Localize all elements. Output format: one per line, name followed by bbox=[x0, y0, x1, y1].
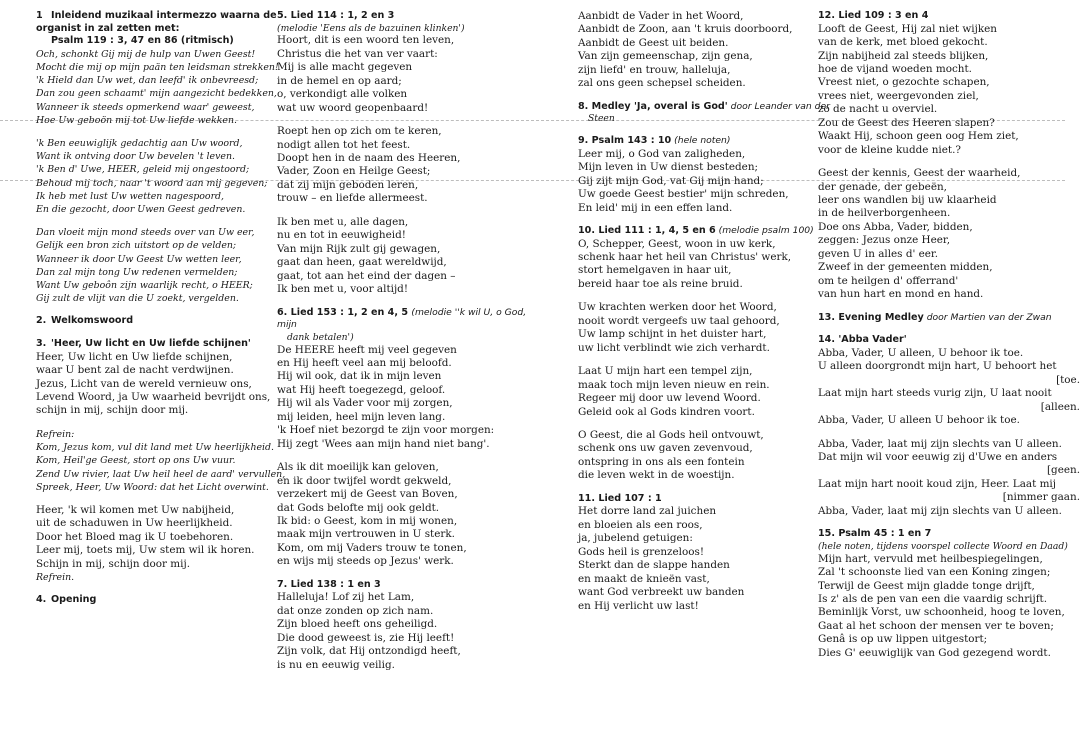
stanza-line: Dan zou geen schaamt' mijn aangezicht bedekken, bbox=[36, 88, 277, 100]
stanza bbox=[818, 347, 1080, 428]
stanza-line: geven U in alles d' eer. bbox=[818, 247, 939, 260]
stanza-line: gaat, tot aan het eind der dagen – bbox=[277, 269, 456, 282]
stanza bbox=[818, 167, 1080, 302]
stanza-line: Waakt Hij, schoon geen oog Hem ziet, bbox=[818, 130, 1019, 143]
stanza-line: Doe ons Abba, Vader, bidden, bbox=[818, 220, 973, 233]
stanza-line: Ik heb met lust Uw wetten nagespoord, bbox=[36, 190, 225, 202]
section-12 bbox=[818, 10, 1080, 302]
stanza-line: want God verbreekt uw banden bbox=[578, 586, 745, 599]
stanza-line: Behoud mij toch, naar 't woord aan mij gegeven; bbox=[36, 177, 268, 189]
section-number: 14. bbox=[818, 334, 835, 346]
stanza-line: Ik ben met u, voor altijd! bbox=[277, 283, 408, 296]
stanza-line: en ik door twijfel wordt gekweld, bbox=[277, 474, 452, 487]
stanza-line: Ik ben met u, alle dagen, bbox=[277, 215, 409, 228]
stanza-line: Leer mij, o God van zaligheden, bbox=[578, 147, 746, 160]
section-heading bbox=[277, 579, 539, 592]
stanza-line: Laat mijn hart nooit koud zijn, Heer. Laat mij bbox=[818, 477, 1056, 490]
stanza-line: van de kerk, met bloed gekocht. bbox=[818, 36, 988, 49]
stanza-line: Spreek, Heer, Uw Woord: dat het Licht overwint. bbox=[36, 481, 269, 493]
stanza-line: Uw goede Geest bestier' mijn schreden, bbox=[578, 188, 789, 201]
stanza-line: Geest der kennis, Geest der waarheid, bbox=[818, 167, 1021, 180]
stanza-line: Zal 't schoonste lied van een Koning zingen; bbox=[818, 566, 1051, 579]
stanza-line: Vader, Zoon en Heilge Geest; bbox=[277, 165, 431, 178]
section-heading bbox=[818, 334, 1080, 347]
stanza-line: Uw lamp schijnt in het duister hart, bbox=[578, 328, 767, 341]
section-number: 10. bbox=[578, 224, 595, 236]
section-number: 13. bbox=[818, 311, 835, 323]
stanza-line: 'k Hield dan Uw wet, dan leefd' ik onbevreesd; bbox=[36, 75, 259, 87]
stanza-line: Kom, Jezus kom, vul dit land met Uw heerlijkheid. bbox=[36, 442, 275, 454]
stanza-line: der genade, der gebeën, bbox=[818, 180, 947, 193]
stanza-line: Kom, om mij Vaders trouw te tonen, bbox=[277, 541, 467, 554]
section-subtitle: (melodie ''k wil U, o God, mijn bbox=[277, 306, 527, 331]
section-10 bbox=[578, 225, 840, 483]
stanza-line: Want ik ontving door Uw bevelen 't leven. bbox=[36, 151, 235, 163]
stanza-line: om te heilgen d' offerrand' bbox=[818, 274, 959, 287]
stanza-line: Beminlijk Vorst, uw schoonheid, hoog te loven, bbox=[818, 606, 1065, 619]
stanza bbox=[578, 10, 840, 91]
stanza bbox=[277, 591, 539, 672]
section-title: Lied 153 : 1, 2 en 4, 5 bbox=[290, 306, 409, 318]
column-3 bbox=[578, 10, 840, 623]
stanza-line: ontspring in ons als een fontein bbox=[578, 455, 745, 468]
section-heading bbox=[36, 594, 298, 607]
stanza-line: Heer, Uw licht en Uw liefde schijnen, bbox=[36, 350, 233, 363]
stanza bbox=[818, 438, 1080, 519]
section-11 bbox=[578, 493, 840, 613]
stanza-line: Aanbidt de Vader in het Woord, bbox=[578, 10, 744, 22]
stanza-line: Mijn leven in Uw dienst besteden; bbox=[578, 161, 759, 174]
stanza-line: Kom, Heil'ge Geest, stort op ons Uw vuur. bbox=[36, 455, 236, 467]
stanza-line: Dan zal mijn tong Uw redenen vermelden; bbox=[36, 266, 238, 278]
stanza-line: Jezus, Licht van de wereld vernieuw ons, bbox=[36, 377, 252, 390]
section-13 bbox=[818, 312, 1080, 325]
stanza bbox=[578, 365, 840, 419]
stanza-line: Och, schonkt Gij mij de hulp van Uwen Geest! bbox=[36, 48, 256, 60]
stanza-line: De HEERE heeft mij veel gegeven bbox=[277, 343, 457, 356]
stanza bbox=[36, 137, 298, 216]
stanza-line: maak toch mijn leven nieuw en rein. bbox=[578, 378, 770, 391]
section-credit: door Martien van der Zwan bbox=[923, 311, 1052, 323]
stanza-lines bbox=[818, 438, 1080, 465]
stanza-line: schenk ons uw gaven zevenvoud, bbox=[578, 442, 753, 455]
stanza-line: voor de kleine kudde niet.? bbox=[818, 143, 961, 156]
section-title: Lied 138 : 1 en 3 bbox=[290, 578, 381, 590]
stanza-line: o, verkondigt alle volken bbox=[277, 88, 408, 101]
section-heading bbox=[818, 10, 1080, 23]
stanza-line: wat Hij heeft toegezegd, geloof. bbox=[277, 383, 446, 396]
stanza-line: verzekert mij de Geest van Boven, bbox=[277, 488, 458, 501]
stanza-line: Als ik dit moeilijk kan geloven, bbox=[277, 461, 439, 474]
section-title: Medley 'Ja, overal is God' bbox=[591, 100, 728, 112]
line-continuation: [alleen. bbox=[1040, 400, 1080, 413]
stanza-line: Laat mijn hart steeds vurig zijn, U laat nooit bbox=[818, 387, 1052, 400]
stanza-line: wat uw woord geopenbaard! bbox=[277, 101, 429, 114]
stanza-line: zijn liefd' en trouw, halleluja, bbox=[578, 63, 731, 76]
column-2 bbox=[277, 10, 539, 682]
section-1 bbox=[36, 10, 298, 305]
section-credit-continued: Steen bbox=[588, 113, 615, 125]
section-number: 5. bbox=[277, 10, 288, 21]
section-number: 4. bbox=[36, 594, 47, 606]
section-title: Lied 111 : 1, 4, 5 en 6 bbox=[598, 224, 716, 236]
stanza-line: Gods heil is grenzeloos! bbox=[578, 545, 705, 558]
stanza-line: Vreest niet, o gezochte schapen, bbox=[818, 76, 990, 89]
stanza-line: En die gezocht, door Uwen Geest gedreven. bbox=[36, 204, 246, 216]
line-continuation: [nimmer gaan. bbox=[1002, 491, 1080, 504]
stanza-line: Mocht die mij op mijn paän ten leidsman strekken! bbox=[36, 61, 279, 73]
stanza-line: Schijn in mij, schijn door mij. bbox=[36, 557, 191, 570]
section-title: Lied 109 : 3 en 4 bbox=[838, 10, 929, 21]
line-continuation: [geen. bbox=[1047, 464, 1080, 477]
stanza-line: Gelijk een bron zich uitstort op de velden; bbox=[36, 240, 237, 252]
stanza-line: Ik bid: o Geest, kom in mij wonen, bbox=[277, 514, 458, 527]
section-heading bbox=[578, 493, 840, 506]
stanza bbox=[36, 48, 298, 127]
stanza-line: nu en tot in eeuwigheid! bbox=[277, 229, 406, 242]
stanza-line: zal ons geen schepsel scheiden. bbox=[578, 77, 746, 90]
section-title: 'Abba Vader' bbox=[838, 334, 907, 346]
stanza-line: Hij wil ook, dat ik in mijn leven bbox=[277, 370, 442, 383]
stanza-line: en maakt de knieën vast, bbox=[578, 572, 710, 585]
stanza-line: in de hemel en op aard; bbox=[277, 74, 402, 87]
stanza-line: uit de schaduwen in Uw heerlijkheid. bbox=[36, 517, 233, 530]
stanza-line: Zijn volk, dat Hij ontzondigd heeft, bbox=[277, 645, 461, 658]
stanza-line: Abba, Vader, laat mij zijn slechts van U alleen. bbox=[818, 504, 1062, 517]
section-number: 11. bbox=[578, 492, 595, 504]
section-subtitle: Psalm 119 : 3, 47 en 86 (ritmisch) bbox=[51, 35, 234, 47]
stanza-line: Zend Uw rivier, laat Uw heil heel de aard' vervullen, bbox=[36, 468, 286, 480]
section-heading bbox=[36, 315, 298, 328]
section-title: Evening Medley bbox=[838, 311, 924, 323]
stanza-line: Van zijn gemeenschap, zijn gena, bbox=[578, 50, 753, 63]
stanza bbox=[578, 238, 840, 292]
stanza-line: dat onze zonden op zich nam. bbox=[277, 604, 434, 617]
stanza-line: 'k Ben eeuwiglijk gedachtig aan Uw woord, bbox=[36, 138, 243, 149]
stanza-line: Terwijl de Geest mijn gladde tonge drijft, bbox=[818, 579, 1035, 592]
section-6 bbox=[277, 307, 539, 569]
stanza-line: Hoe Uw geboön mij tot Uw liefde wekken. bbox=[36, 114, 237, 126]
section-title: 'Heer, Uw licht en Uw liefde schijnen' bbox=[51, 338, 251, 350]
stanza-line: Doopt hen in de naam des Heeren, bbox=[277, 152, 461, 165]
stanza-line: en wijs mij steeds op Jezus' werk. bbox=[277, 555, 454, 568]
column-1 bbox=[36, 10, 298, 617]
stanza-line: Levend Woord, ja Uw waarheid bevrijdt ons, bbox=[36, 390, 271, 403]
refrain-label: Refrein: bbox=[36, 428, 75, 440]
section-number: 15. bbox=[818, 528, 835, 540]
stanza-line: 'k Hoef niet bezorgd te zijn voor morgen: bbox=[277, 424, 495, 437]
section-number: 1 bbox=[36, 10, 43, 21]
stanza-line: En leid' mij in een effen land. bbox=[578, 201, 733, 214]
stanza-line: en bloeien als een roos, bbox=[578, 518, 703, 531]
section-subtitle-continued: dank betalen') bbox=[287, 331, 354, 343]
section-number: 8. bbox=[578, 100, 589, 112]
stanza-line: O Geest, die al Gods heil ontvouwt, bbox=[578, 429, 764, 441]
stanza-line: Heer, 'k wil komen met Uw nabijheid, bbox=[36, 503, 235, 516]
section-14 bbox=[818, 334, 1080, 518]
section-number: 2. bbox=[36, 315, 47, 327]
stanza-line: Want Uw geboôn zijn waarlijk recht, o HEER; bbox=[36, 280, 253, 292]
stanza-line: O, Schepper, Geest, woon in uw kerk, bbox=[578, 237, 776, 250]
section-title: Psalm 143 : 10 bbox=[591, 135, 672, 147]
section-number: 12. bbox=[818, 10, 835, 21]
stanza-line: Zweef in der gemeenten midden, bbox=[818, 261, 993, 274]
stanza-line: Halleluja! Lof zij het Lam, bbox=[277, 591, 415, 604]
stanza bbox=[36, 351, 298, 418]
column-4 bbox=[818, 10, 1080, 670]
stanza-line: gaat dan heen, gaat wereldwijd, bbox=[277, 256, 447, 269]
section-title: Opening bbox=[51, 594, 97, 606]
refrain-reference: Refrein. bbox=[36, 572, 75, 584]
stanza bbox=[578, 301, 840, 355]
stanza-line: zo de nacht u overviel. bbox=[818, 103, 938, 116]
stanza-line: uw licht verblindt wie zich verhardt. bbox=[578, 341, 770, 354]
stanza-line: bereid haar toe als reine bruid. bbox=[578, 277, 743, 290]
section-2 bbox=[36, 315, 298, 328]
stanza bbox=[578, 429, 840, 483]
stanza-line: Aanbidt de Zoon, aan 't kruis doorboord, bbox=[578, 23, 793, 36]
section-note: (melodie psalm 100) bbox=[715, 224, 814, 236]
stanza-line: Hij wil als Vader voor mij zorgen, bbox=[277, 397, 453, 410]
stanza-line: Wanneer ik door Uw Geest Uw wetten leer, bbox=[36, 253, 242, 265]
stanza-lines bbox=[818, 347, 1080, 374]
stanza-line: Gaat al het schoon der mensen ver te boven; bbox=[818, 619, 1054, 632]
section-number: 3. bbox=[36, 338, 47, 350]
stanza-line: Looft de Geest, Hij zal niet wijken bbox=[818, 22, 997, 35]
stanza-line: trouw – en liefde allermeest. bbox=[277, 192, 428, 205]
section-7 bbox=[277, 579, 539, 672]
section-title: Psalm 45 : 1 en 7 bbox=[838, 528, 932, 540]
stanza-line: Regeer mij door uw levend Woord. bbox=[578, 392, 761, 405]
stanza-line: waar U bent zal de nacht verdwijnen. bbox=[36, 364, 234, 377]
section-subtitle: (hele noten, tijdens voorspel collecte Woord en Daad) bbox=[818, 540, 1068, 552]
stanza-line: Christus die het van ver vaart: bbox=[277, 47, 438, 60]
stanza-line: Hoort, dit is een woord ten leven, bbox=[277, 34, 455, 47]
stanza-line: schijn in mij, schijn door mij. bbox=[36, 404, 189, 417]
stanza-line: 'k Ben d' Uwe, HEER, geleid mij ongestoord; bbox=[36, 164, 250, 176]
stanza-line: nodigt allen tot het feest. bbox=[277, 138, 411, 151]
stanza-line: Uw krachten werken door het Woord, bbox=[578, 301, 777, 314]
refrain bbox=[36, 441, 298, 494]
stanza bbox=[277, 125, 539, 206]
stanza-line: Mijn hart, vervuld met heilbespiegelingen, bbox=[818, 552, 1043, 565]
stanza-line: Dies G' eeuwiglijk van God gezegend wordt. bbox=[818, 646, 1051, 659]
stanza-line: Dat mijn wil voor eeuwig zij d'Uwe en anders bbox=[818, 451, 1058, 464]
stanza bbox=[36, 504, 298, 571]
stanza-line: Het dorre land zal juichen bbox=[578, 505, 717, 518]
section-credit: door Leander van der bbox=[727, 100, 830, 112]
stanza bbox=[578, 505, 840, 613]
section-9 bbox=[578, 135, 840, 215]
stanza-line: Genâ is op uw lippen uitgestort; bbox=[818, 633, 988, 646]
stanza-line: Gij zijt mijn God, vat Gij mijn hand; bbox=[578, 174, 764, 187]
stanza-line: en Hij verlicht uw last! bbox=[578, 599, 699, 612]
stanza-line: ja, jubelend getuigen: bbox=[578, 532, 693, 545]
stanza-line: Aanbidt de Geest uit beiden. bbox=[578, 36, 729, 49]
section-number: 6. bbox=[277, 306, 288, 318]
section-15 bbox=[818, 528, 1080, 660]
section-3 bbox=[36, 338, 298, 584]
stanza-line: hoe de vijand woeden mocht. bbox=[818, 62, 972, 75]
stanza-line: Abba, Vader, laat mij zijn slechts van U alleen. bbox=[818, 437, 1062, 450]
stanza bbox=[818, 553, 1080, 661]
stanza-line: nooit wordt vergeefs uw taal gehoord, bbox=[578, 314, 780, 327]
stanza-line: stort hemelgaven in haar uit, bbox=[578, 264, 732, 277]
section-number: 7. bbox=[277, 578, 288, 590]
stanza bbox=[818, 23, 1080, 158]
section-heading bbox=[578, 225, 840, 238]
stanza-line: die leven wekt in de woestijn. bbox=[578, 469, 735, 482]
stanza bbox=[578, 148, 840, 215]
section-title: Lied 114 : 1, 2 en 3 bbox=[290, 10, 395, 21]
stanza-line: Leer mij, toets mij, Uw stem wil ik horen. bbox=[36, 544, 255, 557]
section-subtitle: (melodie 'Eens als de bazuinen klinken') bbox=[277, 22, 465, 34]
section-heading bbox=[277, 10, 539, 23]
section-heading bbox=[277, 307, 539, 332]
section-8 bbox=[578, 101, 840, 125]
section-4 bbox=[36, 594, 298, 607]
section-note: (hele noten) bbox=[671, 135, 731, 147]
stanza bbox=[277, 34, 539, 115]
stanza-line: vrees niet, weergevonden ziel, bbox=[818, 89, 979, 102]
stanza-line: Van mijn Rijk zult gij gewagen, bbox=[277, 242, 441, 255]
stanza-line: Die dood geweest is, zie Hij leeft! bbox=[277, 631, 455, 644]
section-title: Inleidend muzikaal intermezzo waarna de organist in zal zetten met: bbox=[36, 10, 277, 34]
stanza-line: is nu en eeuwig veilig. bbox=[277, 658, 395, 671]
section-number: 9. bbox=[578, 135, 589, 147]
stanza-line: Zijn nabijheid zal steeds blijken, bbox=[818, 49, 989, 62]
stanza-line: Zou de Geest des Heeren slapen? bbox=[818, 116, 995, 129]
line-continuation: [toe. bbox=[1056, 373, 1080, 386]
section-heading bbox=[818, 528, 1080, 541]
stanza bbox=[277, 216, 539, 297]
stanza-line: Sterkt dan de slappe handen bbox=[578, 559, 730, 572]
stanza-line: Roept hen op zich om te keren, bbox=[277, 125, 442, 138]
stanza-line: Is z' als de pen van een die vaardig schrijft. bbox=[818, 593, 1048, 606]
stanza-line: Abba, Vader, U alleen U behoor ik toe. bbox=[818, 414, 1020, 427]
section-heading bbox=[578, 135, 840, 148]
stanza-line: in de heilverborgenheen. bbox=[818, 207, 951, 220]
section-heading bbox=[36, 10, 298, 35]
section-title: Lied 107 : 1 bbox=[598, 492, 662, 504]
stanza-line: van hun hart en mond en hand. bbox=[818, 288, 984, 301]
stanza-line: mij leiden, heel mijn leven lang. bbox=[277, 410, 446, 423]
stanza-line: leer ons wandlen bij uw klaarheid bbox=[818, 194, 997, 207]
stanza bbox=[277, 344, 539, 452]
section-7-continued bbox=[578, 10, 840, 91]
stanza-line: dat Gods belofte mij ook geldt. bbox=[277, 501, 440, 514]
section-title: Welkomswoord bbox=[51, 315, 134, 327]
stanza-line: U alleen doorgrondt mijn hart, U behoort het bbox=[818, 360, 1057, 373]
stanza-line: en Hij heeft veel aan mij beloofd. bbox=[277, 356, 452, 369]
stanza-line: Wanneer ik steeds opmerkend waar' geweest, bbox=[36, 101, 255, 113]
stanza-line: schenk haar het heil van Christus' werk, bbox=[578, 251, 792, 264]
stanza-line: Door het Bloed mag ik U toebehoren. bbox=[36, 530, 234, 543]
stanza-line: Gij zult de vlijt van die U zoekt, vergelden. bbox=[36, 293, 239, 305]
stanza-line: Geleid ook al Gods kindren voort. bbox=[578, 405, 755, 418]
section-heading bbox=[36, 338, 298, 351]
stanza-line: Hij zegt 'Wees aan mijn hand niet bang'. bbox=[277, 437, 490, 450]
stanza-line: Dan vloeit mijn mond steeds over van Uw eer, bbox=[36, 227, 255, 239]
section-heading bbox=[578, 101, 840, 114]
stanza-line: maak mijn vertrouwen in U sterk. bbox=[277, 528, 455, 541]
stanza bbox=[277, 461, 539, 569]
section-5 bbox=[277, 10, 539, 297]
stanza bbox=[36, 226, 298, 305]
stanza-line: Laat U mijn hart een tempel zijn, bbox=[578, 365, 753, 378]
stanza-line: Mij is alle macht gegeven bbox=[277, 61, 413, 74]
section-heading bbox=[818, 312, 1080, 325]
stanza-line: Zijn bloed heeft ons geheiligd. bbox=[277, 618, 438, 631]
stanza-line: Abba, Vader, U alleen, U behoor ik toe. bbox=[818, 346, 1024, 359]
stanza-line: dat zij mijn geboden leren, bbox=[277, 178, 419, 191]
stanza-line: zeggen: Jezus onze Heer, bbox=[818, 234, 951, 247]
